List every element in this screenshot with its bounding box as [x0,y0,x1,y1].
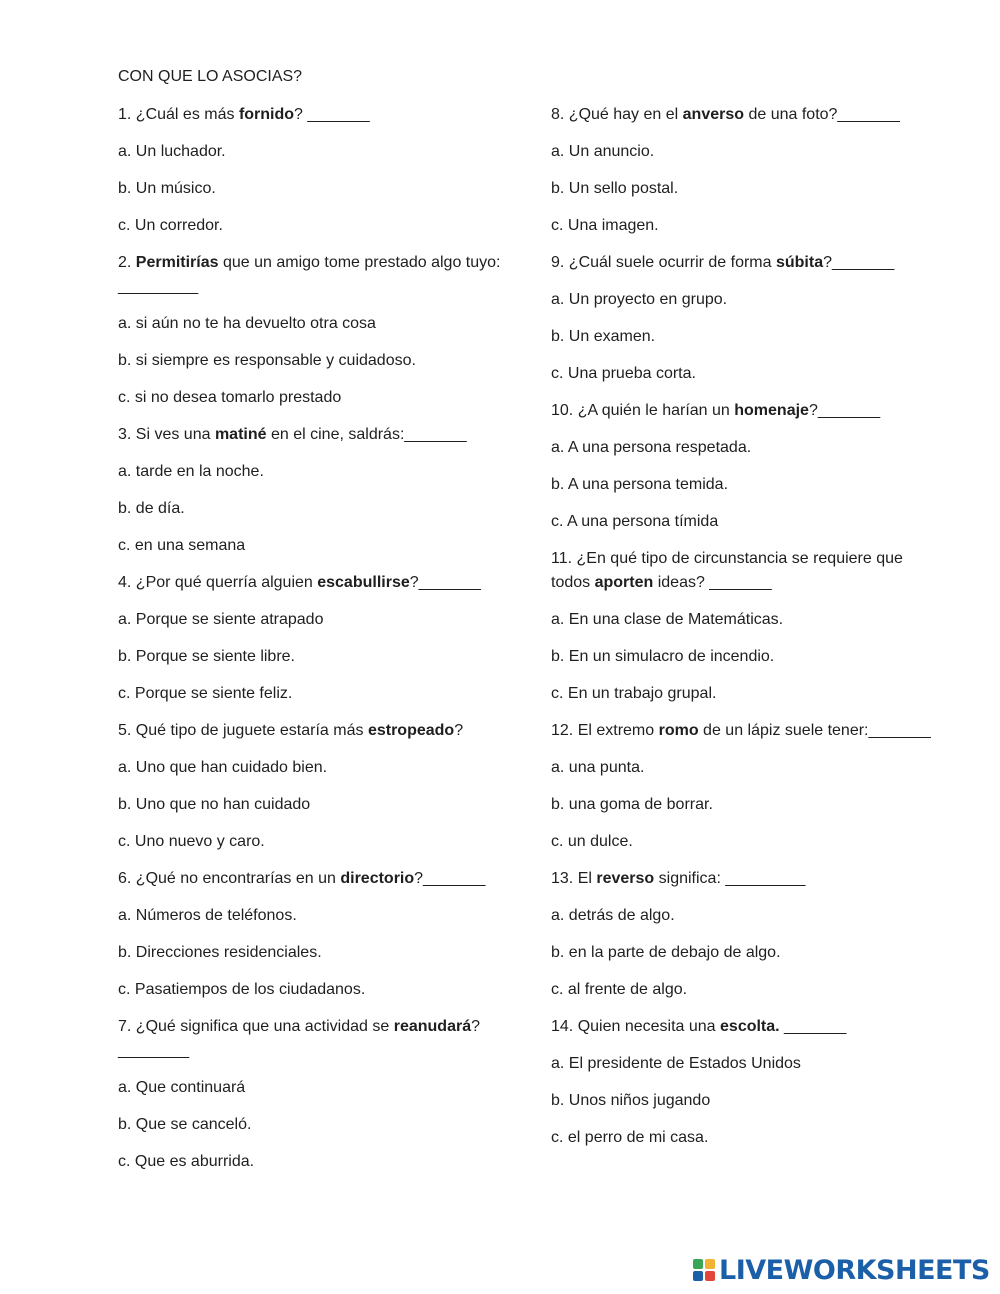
question-text [551,103,936,127]
question-text [118,571,503,595]
keyword: matiné [214,426,267,443]
answer-option: c. Que es aburrida. [118,1153,255,1170]
question-fragment: 2. [118,254,136,271]
question-fragment: que un amigo tome prestado algo tuyo: _________ [118,254,501,295]
answer-option: a. Uno que han cuidado bien. [118,759,328,776]
answer-option: b. en la parte de debajo de algo. [551,944,781,961]
answer-option: c. si no desea tomarlo prestado [118,389,342,406]
question-text [118,423,503,447]
question-fragment: ?_______ [414,870,486,887]
question-fragment: ?_______ [823,254,895,271]
liveworksheets-logo [693,1255,990,1285]
answer-option: a. Números de teléfonos. [118,907,297,924]
question-fragment: significa: _________ [654,870,806,887]
keyword: súbita [775,254,824,271]
question-fragment: de una foto?_______ [744,106,900,123]
answer-option: b. Porque se siente libre. [118,648,295,665]
answer-option: c. Una prueba corta. [551,365,696,382]
question-fragment: _______ [779,1018,847,1035]
question-fragment: 7. ¿Qué significa que una actividad se [118,1018,394,1035]
answer-option: a. Porque se siente atrapado [118,611,324,628]
answer-option: c. en una semana [118,537,246,554]
answer-option: c. al frente de algo. [551,981,688,998]
answer-option: b. Uno que no han cuidado [118,796,311,813]
question-text [118,1015,503,1063]
answer-option: c. Un corredor. [118,217,223,234]
question-fragment: de un lápiz suele tener:_______ [698,722,931,739]
answer-option: c. Una imagen. [551,217,659,234]
answer-option: a. Que continuará [118,1079,246,1096]
question-text [551,719,936,743]
answer-option: b. Unos niños jugando [551,1092,711,1109]
answer-option: c. un dulce. [551,833,633,850]
logo-text: LIVEWORKSHEETS [719,1254,990,1286]
question-fragment: ideas? _______ [653,574,772,591]
answer-option: b. A una persona temida. [551,476,729,493]
keyword: Permitirías [135,254,219,271]
question-text [551,867,936,891]
question-fragment: 14. Quien necesita una [551,1018,721,1035]
answer-option: a. si aún no te ha devuelto otra cosa [118,315,376,332]
answer-option: b. Un examen. [551,328,656,345]
keyword: aporten [594,574,654,591]
question-fragment: 4. ¿Por qué querría alguien [118,574,318,591]
question-fragment: 8. ¿Qué hay en el [551,106,683,123]
answer-option: a. detrás de algo. [551,907,675,924]
answer-option: c. A una persona tímida [551,513,719,530]
answer-option: b. Direcciones residenciales. [118,944,322,961]
answer-option: b. Un sello postal. [551,180,679,197]
keyword: directorio [340,870,415,887]
question-fragment: 9. ¿Cuál suele ocurrir de forma [551,254,776,271]
worksheet-title: CON QUE LO ASOCIAS? [118,68,303,85]
question-text [118,251,503,299]
question-fragment: 12. El extremo [551,722,659,739]
question-fragment: ?_______ [808,402,881,419]
question-text [551,399,936,423]
answer-option: b. de día. [118,500,185,517]
answer-option: a. En una clase de Matemáticas. [551,611,784,628]
answer-option: a. Un proyecto en grupo. [551,291,728,308]
keyword: anverso [682,106,745,123]
question-text [551,1015,936,1039]
answer-option: b. En un simulacro de incendio. [551,648,775,665]
answer-option: c. el perro de mi casa. [551,1129,709,1146]
answer-option: b. Que se canceló. [118,1116,252,1133]
question-fragment: en el cine, saldrás:_______ [266,426,467,443]
answer-option: b. si siempre es responsable y cuidadoso. [118,352,416,369]
answer-option: c. Porque se siente feliz. [118,685,293,702]
answer-option: c. Pasatiempos de los ciudadanos. [118,981,366,998]
answer-option: a. una punta. [551,759,645,776]
keyword: estropeado [367,722,455,739]
question-fragment: ? ________ [118,1018,480,1059]
question-text [118,867,503,891]
question-text [551,251,936,275]
answer-option: a. El presidente de Estados Unidos [551,1055,801,1072]
question-fragment: 1. ¿Cuál es más [118,106,239,123]
keyword: fornido [238,106,295,123]
answer-option: a. Un luchador. [118,143,226,160]
left-column [118,103,503,1187]
logo-square-green [693,1259,703,1269]
question-fragment: 13. El [551,870,597,887]
question-text [551,547,936,595]
logo-square-blue [693,1271,703,1281]
question-fragment: ? [454,722,464,739]
keyword: reanudará [393,1018,472,1035]
question-fragment: ? _______ [294,106,370,123]
question-text [118,719,503,743]
question-text [118,103,503,127]
question-fragment: 3. Si ves una [118,426,215,443]
keyword: romo [658,722,699,739]
answer-option: a. A una persona respetada. [551,439,752,456]
question-fragment: 10. ¿A quién le harían un [551,402,735,419]
answer-option: c. En un trabajo grupal. [551,685,717,702]
answer-option: a. Un anuncio. [551,143,655,160]
answer-option: b. una goma de borrar. [551,796,713,813]
answer-option: a. tarde en la noche. [118,463,264,480]
logo-square-red [705,1271,715,1281]
question-fragment: ?_______ [409,574,481,591]
liveworksheets-logo-icon [693,1259,715,1281]
keyword: homenaje [734,402,809,419]
keyword: reverso [596,870,655,887]
question-fragment: 11. ¿En qué tipo de circunstancia se requiere que todos [551,550,903,591]
keyword: escabullirse [317,574,410,591]
question-fragment: 5. Qué tipo de juguete estaría más [118,722,368,739]
answer-option: b. Un músico. [118,180,216,197]
right-column [551,103,936,1163]
keyword: escolta. [720,1018,780,1035]
answer-option: c. Uno nuevo y caro. [118,833,265,850]
logo-square-yellow [705,1259,715,1269]
question-fragment: 6. ¿Qué no encontrarías en un [118,870,341,887]
